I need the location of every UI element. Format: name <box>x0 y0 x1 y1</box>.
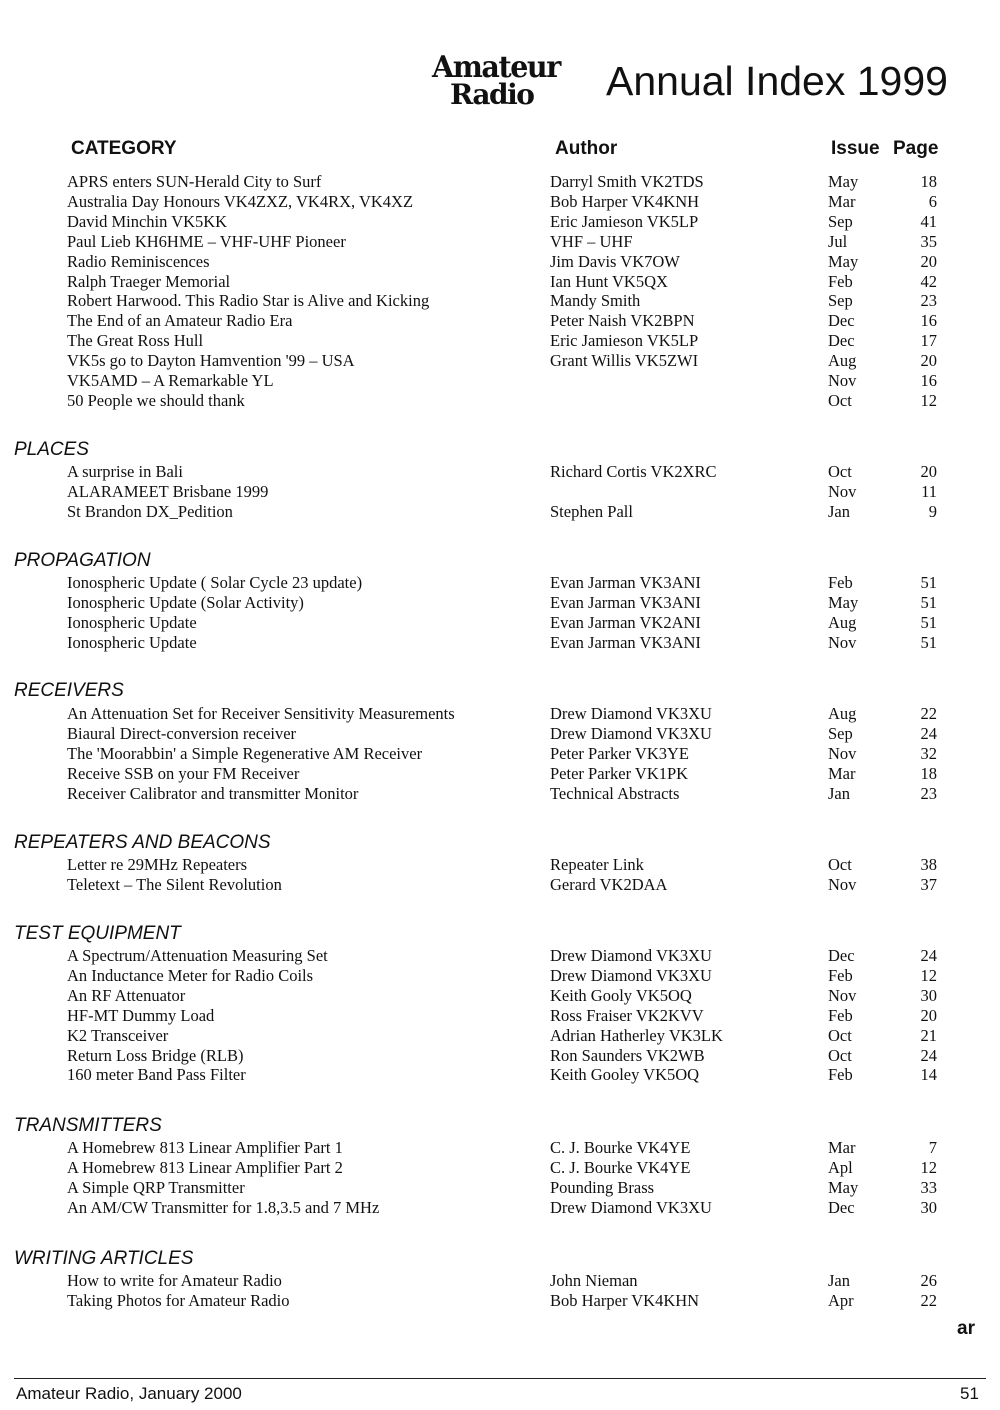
article-title: A surprise in Bali <box>67 462 183 481</box>
index-row <box>0 1065 1000 1085</box>
article-author: Peter Parker VK1PK <box>550 763 689 783</box>
index-row <box>0 192 1000 212</box>
section-heading: RECEIVERS <box>14 680 124 701</box>
index-row <box>0 331 1000 351</box>
index-row <box>0 1006 1000 1026</box>
column-header-category: CATEGORY <box>71 138 177 159</box>
article-author: C. J. Bourke VK4YE <box>550 1157 691 1177</box>
index-row <box>0 351 1000 371</box>
article-title: Radio Reminiscences <box>67 251 210 271</box>
article-issue: Oct <box>828 462 852 481</box>
section-heading: TEST EQUIPMENT <box>14 923 181 944</box>
article-page: 16 <box>920 311 937 331</box>
article-author: Adrian Hatherley VK3LK <box>550 1025 723 1045</box>
article-issue: Feb <box>828 1065 853 1085</box>
index-row <box>0 704 1000 724</box>
article-title: The 'Moorabbin' a Simple Regenerative AM Receiver <box>67 743 423 763</box>
column-header-page: Page <box>893 138 939 159</box>
article-issue: Dec <box>828 331 855 351</box>
index-row <box>0 573 1000 593</box>
article-page: 42 <box>920 271 937 291</box>
article-issue: May <box>828 251 859 271</box>
section-heading: TRANSMITTERS <box>14 1115 162 1136</box>
article-issue: Sep <box>828 723 853 743</box>
article-page: 51 <box>920 632 937 652</box>
article-issue: Nov <box>828 985 857 1005</box>
article-issue: Sep <box>828 291 853 311</box>
article-title: Letter re 29MHz Repeaters <box>67 855 248 874</box>
article-author: John Nieman <box>550 1271 638 1290</box>
article-issue: Oct <box>828 1025 852 1045</box>
article-title: An Inductance Meter for Radio Coils <box>67 965 314 985</box>
article-title: A Spectrum/Attenuation Measuring Set <box>67 946 328 965</box>
article-author: Darryl Smith VK2TDS <box>550 172 704 191</box>
article-title: Ionospheric Update <box>67 612 197 632</box>
article-author: Drew Diamond VK3XU <box>550 723 712 743</box>
article-issue: Oct <box>828 390 852 410</box>
page-title: Annual Index 1999 <box>606 58 948 104</box>
article-page: 20 <box>920 351 937 371</box>
article-page: 7 <box>928 1138 937 1157</box>
article-author: Drew Diamond VK3XU <box>550 1197 712 1217</box>
index-row <box>0 502 1000 522</box>
article-author: C. J. Bourke VK4YE <box>550 1138 691 1157</box>
article-title: ALARAMEET Brisbane 1999 <box>67 481 269 501</box>
article-page: 38 <box>920 855 937 874</box>
article-title: David Minchin VK5KK <box>67 211 228 231</box>
index-row <box>0 232 1000 252</box>
article-title: The End of an Amateur Radio Era <box>67 311 293 331</box>
article-author: Evan Jarman VK3ANI <box>550 573 701 592</box>
index-row <box>0 593 1000 613</box>
article-issue: Nov <box>828 632 857 652</box>
footer-divider <box>14 1378 986 1379</box>
index-row <box>0 764 1000 784</box>
article-page: 22 <box>920 704 937 723</box>
article-issue: Apr <box>828 1290 854 1310</box>
column-header-author: Author <box>555 138 618 159</box>
article-title: St Brandon DX_Pedition <box>67 501 233 521</box>
article-title: 160 meter Band Pass Filter <box>67 1065 246 1085</box>
article-author: Stephen Pall <box>550 501 633 521</box>
article-author: Bob Harper VK4KNH <box>550 191 700 211</box>
index-row <box>0 744 1000 764</box>
article-title: Ionospheric Update ( Solar Cycle 23 update) <box>67 573 363 592</box>
section-heading: PROPAGATION <box>14 550 151 571</box>
article-issue: Dec <box>828 1197 855 1217</box>
article-issue: Jan <box>828 783 850 803</box>
article-issue: Nov <box>828 743 857 763</box>
index-row <box>0 212 1000 232</box>
article-issue: Jan <box>828 501 850 521</box>
article-author: Drew Diamond VK3XU <box>550 704 712 723</box>
index-row <box>0 1026 1000 1046</box>
article-issue: Nov <box>828 874 857 894</box>
article-title: Teletext – The Silent Revolution <box>67 874 282 894</box>
index-row <box>0 272 1000 292</box>
article-title: Receive SSB on your FM Receiver <box>67 763 300 783</box>
index-row <box>0 371 1000 391</box>
article-issue: Nov <box>828 371 857 390</box>
article-issue: May <box>828 592 859 612</box>
article-page: 35 <box>920 231 937 251</box>
article-title: VK5AMD – A Remarkable YL <box>67 371 274 390</box>
article-author: Evan Jarman VK3ANI <box>550 592 701 612</box>
article-page: 14 <box>920 1065 937 1085</box>
article-page: 22 <box>920 1290 937 1310</box>
article-issue: May <box>828 1177 859 1197</box>
article-title: APRS enters SUN-Herald City to Surf <box>67 172 322 191</box>
article-author: Peter Naish VK2BPN <box>550 311 695 331</box>
article-title: Receiver Calibrator and transmitter Monitor <box>67 783 359 803</box>
index-row <box>0 1046 1000 1066</box>
article-issue: Aug <box>828 351 857 371</box>
article-author: Evan Jarman VK3ANI <box>550 632 701 652</box>
index-row <box>0 633 1000 653</box>
article-author: Keith Gooly VK5OQ <box>550 985 692 1005</box>
index-row <box>0 1178 1000 1198</box>
article-page: 6 <box>928 191 937 211</box>
index-row <box>0 391 1000 411</box>
article-author: Mandy Smith <box>550 291 641 311</box>
section-heading: PLACES <box>14 439 89 460</box>
article-issue: Sep <box>828 211 853 231</box>
article-page: 51 <box>920 612 937 632</box>
article-author: Peter Parker VK3YE <box>550 743 689 763</box>
article-page: 24 <box>920 1045 937 1065</box>
article-author: Drew Diamond VK3XU <box>550 946 712 965</box>
article-title: A Simple QRP Transmitter <box>67 1177 245 1197</box>
index-row <box>0 946 1000 966</box>
article-author: Eric Jamieson VK5LP <box>550 331 699 351</box>
article-author: Evan Jarman VK2ANI <box>550 612 701 632</box>
article-title: Australia Day Honours VK4ZXZ, VK4RX, VK4XZ <box>67 191 414 211</box>
footer-page-number: 51 <box>960 1384 979 1403</box>
article-page: 51 <box>920 592 937 612</box>
section-heading: REPEATERS AND BEACONS <box>14 832 271 853</box>
article-issue: Apl <box>828 1157 853 1177</box>
article-page: 18 <box>920 172 937 191</box>
index-row <box>0 1271 1000 1291</box>
index-row <box>0 875 1000 895</box>
article-page: 17 <box>920 331 937 351</box>
article-page: 20 <box>920 251 937 271</box>
article-issue: Jul <box>828 231 848 251</box>
article-page: 12 <box>920 390 937 410</box>
end-of-article-mark: ar <box>957 1318 975 1339</box>
index-row <box>0 724 1000 744</box>
article-author: Drew Diamond VK3XU <box>550 965 712 985</box>
article-title: Ralph Traeger Memorial <box>67 271 231 291</box>
article-author: Pounding Brass <box>550 1177 655 1197</box>
article-author: Technical Abstracts <box>550 783 680 803</box>
article-page: 30 <box>920 985 937 1005</box>
article-issue: Aug <box>828 612 857 632</box>
footer-publication: Amateur Radio, January 2000 <box>16 1384 242 1403</box>
article-page: 41 <box>920 211 937 231</box>
article-page: 21 <box>920 1025 937 1045</box>
article-issue: Dec <box>828 946 855 965</box>
article-page: 11 <box>921 481 937 501</box>
article-issue: Mar <box>828 191 856 211</box>
article-issue: Feb <box>828 573 853 592</box>
article-title: 50 People we should thank <box>67 390 245 410</box>
article-issue: May <box>828 172 859 191</box>
index-row <box>0 613 1000 633</box>
index-row <box>0 1158 1000 1178</box>
index-row <box>0 966 1000 986</box>
article-author: Jim Davis VK7OW <box>550 251 680 271</box>
article-title: HF-MT Dummy Load <box>67 1005 215 1025</box>
article-issue: Mar <box>828 763 856 783</box>
article-page: 20 <box>920 1005 937 1025</box>
article-issue: Jan <box>828 1271 850 1290</box>
index-row <box>0 1138 1000 1158</box>
logo-word-amateur: Amateur <box>432 50 560 85</box>
article-page: 24 <box>920 946 937 965</box>
article-title: K2 Transceiver <box>67 1025 169 1045</box>
article-author: Bob Harper VK4KHN <box>550 1290 700 1310</box>
article-title: Robert Harwood. This Radio Star is Alive and Kicking <box>67 291 430 311</box>
article-issue: Feb <box>828 271 853 291</box>
article-title: Ionospheric Update (Solar Activity) <box>67 592 304 612</box>
article-title: Biaural Direct-conversion receiver <box>67 723 297 743</box>
article-title: VK5s go to Dayton Hamvention '99 – USA <box>67 351 355 371</box>
index-row <box>0 855 1000 875</box>
article-title: How to write for Amateur Radio <box>67 1271 282 1290</box>
article-issue: Aug <box>828 704 857 723</box>
article-author: Ross Fraiser VK2KVV <box>550 1005 704 1025</box>
article-issue: Feb <box>828 1005 853 1025</box>
article-author: Gerard VK2DAA <box>550 874 668 894</box>
index-row <box>0 482 1000 502</box>
article-title: Ionospheric Update <box>67 632 197 652</box>
article-issue: Oct <box>828 1045 852 1065</box>
article-author: Grant Willis VK5ZWI <box>550 351 699 371</box>
article-title: The Great Ross Hull <box>67 331 204 351</box>
article-title: An RF Attenuator <box>67 985 186 1005</box>
article-page: 51 <box>920 573 937 592</box>
article-page: 23 <box>920 291 937 311</box>
article-page: 33 <box>920 1177 937 1197</box>
article-page: 12 <box>920 965 937 985</box>
article-issue: Dec <box>828 311 855 331</box>
article-author: Ron Saunders VK2WB <box>550 1045 705 1065</box>
article-author: VHF – UHF <box>550 231 633 251</box>
column-header-issue: Issue <box>831 138 880 159</box>
index-row <box>0 311 1000 331</box>
article-page: 23 <box>920 783 937 803</box>
article-title: A Homebrew 813 Linear Amplifier Part 1 <box>67 1138 343 1157</box>
article-page: 12 <box>920 1157 937 1177</box>
index-row <box>0 252 1000 272</box>
article-page: 24 <box>920 723 937 743</box>
article-page: 30 <box>920 1197 937 1217</box>
article-author: Richard Cortis VK2XRC <box>550 462 717 481</box>
amateur-radio-logo <box>432 50 572 112</box>
article-page: 37 <box>920 874 937 894</box>
article-page: 18 <box>920 763 937 783</box>
article-page: 16 <box>920 371 937 390</box>
article-author: Ian Hunt VK5QX <box>550 271 668 291</box>
index-row <box>0 1198 1000 1218</box>
article-title: Paul Lieb KH6HME – VHF-UHF Pioneer <box>67 231 346 251</box>
article-page: 9 <box>928 501 937 521</box>
article-title: An Attenuation Set for Receiver Sensitivity Measurements <box>67 704 455 723</box>
article-title: Taking Photos for Amateur Radio <box>67 1290 290 1310</box>
article-issue: Nov <box>828 481 857 501</box>
article-title: Return Loss Bridge (RLB) <box>67 1045 244 1065</box>
index-row <box>0 986 1000 1006</box>
article-issue: Oct <box>828 855 852 874</box>
index-row <box>0 784 1000 804</box>
logo-word-radio: Radio <box>450 78 534 111</box>
article-author: Eric Jamieson VK5LP <box>550 211 699 231</box>
index-row <box>0 1291 1000 1311</box>
article-page: 26 <box>920 1271 937 1290</box>
article-issue: Feb <box>828 965 853 985</box>
article-author: Repeater Link <box>550 855 644 874</box>
article-page: 20 <box>920 462 937 481</box>
article-page: 32 <box>920 743 937 763</box>
section-heading: WRITING ARTICLES <box>14 1248 194 1269</box>
article-issue: Mar <box>828 1138 856 1157</box>
index-row <box>0 291 1000 311</box>
index-row <box>0 172 1000 192</box>
index-row <box>0 462 1000 482</box>
article-author: Keith Gooley VK5OQ <box>550 1065 700 1085</box>
article-title: A Homebrew 813 Linear Amplifier Part 2 <box>67 1157 343 1177</box>
article-title: An AM/CW Transmitter for 1.8,3.5 and 7 MHz <box>67 1197 380 1217</box>
